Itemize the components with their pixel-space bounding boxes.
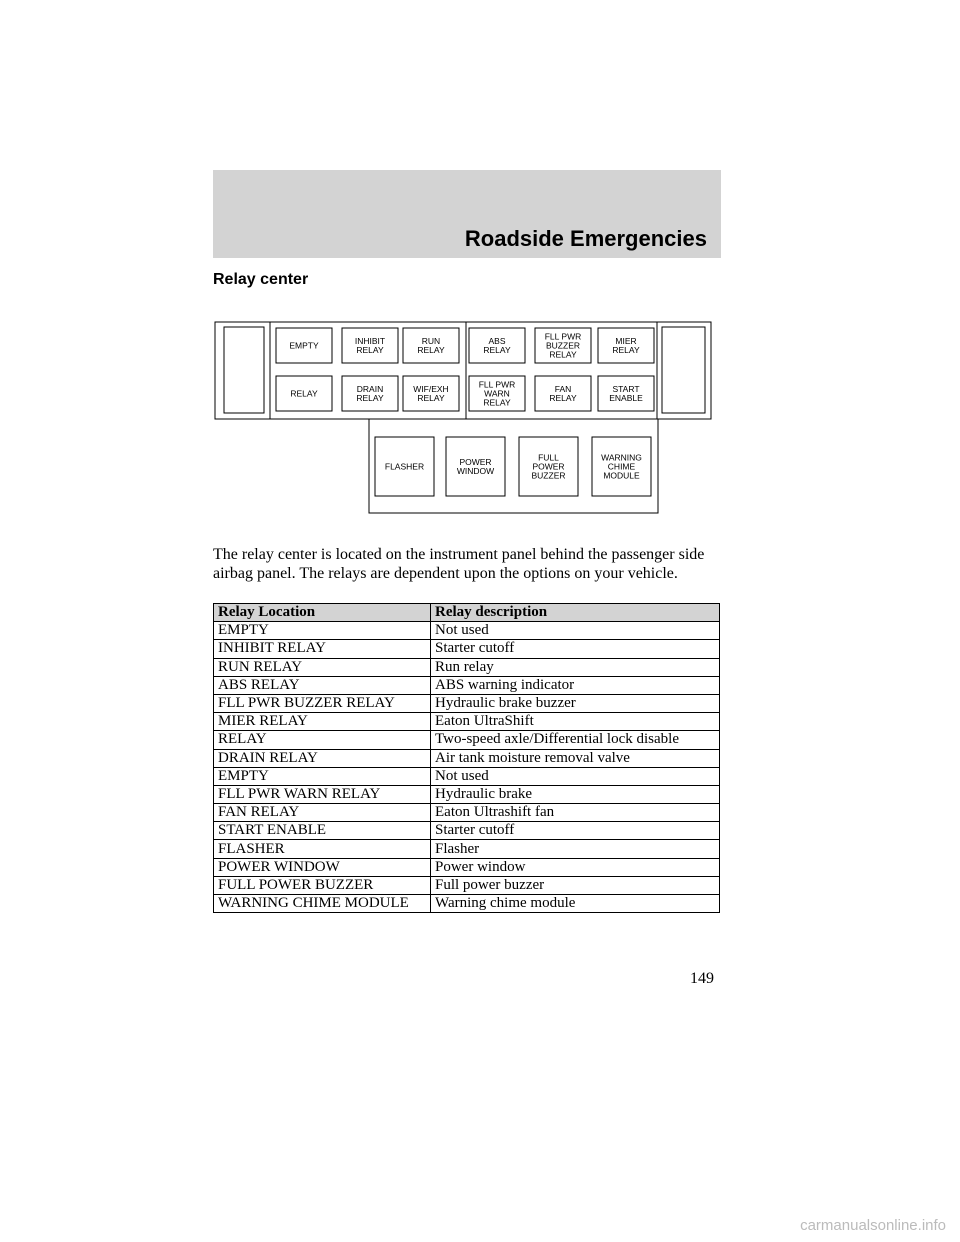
table-row bbox=[214, 713, 720, 731]
relay-center-diagram bbox=[213, 320, 713, 521]
relay-slot-label: START bbox=[612, 384, 640, 394]
relay-description-cell: Not used bbox=[431, 767, 720, 785]
header-band bbox=[213, 170, 721, 258]
relay-slot-label: RELAY bbox=[417, 345, 445, 355]
relay-slot-label: WARNING bbox=[601, 452, 642, 463]
page-header-title: Roadside Emergencies bbox=[464, 226, 707, 251]
intro-paragraph: The relay center is located on the instrument panel behind the passenger side airbag panel. The relays are dependent upon the options on your vehicle. bbox=[213, 546, 705, 582]
relay-slot-label: EMPTY bbox=[289, 340, 319, 351]
relay-description-cell: Air tank moisture removal valve bbox=[431, 749, 720, 767]
relay-slot-label: ENABLE bbox=[609, 393, 643, 403]
relay-slot bbox=[342, 376, 398, 411]
relay-slot-label: FLL PWR bbox=[544, 331, 582, 342]
relay-description-cell: Not used bbox=[431, 622, 720, 640]
relay-location-cell: MIER RELAY bbox=[214, 713, 431, 731]
table-row bbox=[214, 840, 720, 858]
relay-description-cell: Two-speed axle/Differential lock disable bbox=[431, 731, 720, 749]
column-header-location: Relay Location bbox=[214, 604, 431, 622]
relay-slot-label: POWER bbox=[459, 457, 492, 467]
relay-location-cell: EMPTY bbox=[214, 767, 431, 785]
relay-slot bbox=[403, 328, 459, 363]
relay-location-cell: FULL POWER BUZZER bbox=[214, 876, 431, 894]
relay-location-cell: INHIBIT RELAY bbox=[214, 640, 431, 658]
relay-slot-label: WARN bbox=[484, 388, 510, 399]
relay-slot-label: FAN bbox=[554, 384, 572, 394]
relay-slot-label: RELAY bbox=[612, 345, 640, 355]
table-row bbox=[214, 767, 720, 785]
relay-slot bbox=[598, 376, 654, 411]
table-row bbox=[214, 749, 720, 767]
relay-slot bbox=[446, 437, 505, 496]
table-row bbox=[214, 858, 720, 876]
relay-slot bbox=[535, 328, 591, 363]
relay-location-cell: RUN RELAY bbox=[214, 658, 431, 676]
column-header-description: Relay description bbox=[431, 604, 720, 622]
relay-slot bbox=[592, 437, 651, 496]
relay-location-cell: ABS RELAY bbox=[214, 676, 431, 694]
relay-location-cell: EMPTY bbox=[214, 622, 431, 640]
relay-slot bbox=[469, 328, 525, 363]
relay-slot-label: MIER bbox=[615, 336, 637, 346]
watermark: carmanualsonline.info bbox=[800, 1217, 946, 1234]
relay-description-cell: Starter cutoff bbox=[431, 640, 720, 658]
table-row bbox=[214, 785, 720, 803]
relay-slot-label: INHIBIT bbox=[354, 336, 386, 346]
relay-location-cell: RELAY bbox=[214, 731, 431, 749]
relay-description-cell: Flasher bbox=[431, 840, 720, 858]
relay-location-cell: POWER WINDOW bbox=[214, 858, 431, 876]
relay-slot-label: MODULE bbox=[603, 470, 640, 481]
relay-location-cell: DRAIN RELAY bbox=[214, 749, 431, 767]
relay-slot bbox=[403, 376, 459, 411]
relay-slot bbox=[276, 376, 332, 411]
relay-location-cell: FLL PWR WARN RELAY bbox=[214, 785, 431, 803]
relay-description-cell: Hydraulic brake bbox=[431, 785, 720, 803]
table-row bbox=[214, 876, 720, 894]
section-title: Relay center bbox=[213, 271, 309, 288]
relay-slot-label: DRAIN bbox=[356, 384, 384, 394]
relay-location-cell: FLL PWR BUZZER RELAY bbox=[214, 694, 431, 712]
relay-slot-label: RELAY bbox=[356, 345, 384, 355]
relay-slot bbox=[276, 328, 332, 363]
table-row bbox=[214, 658, 720, 676]
relay-description-cell: Run relay bbox=[431, 658, 720, 676]
relay-slot-label: FULL bbox=[538, 452, 559, 463]
relay-description-cell: Power window bbox=[431, 858, 720, 876]
relay-description-cell: Warning chime module bbox=[431, 895, 720, 913]
table-row bbox=[214, 895, 720, 913]
relay-description-cell: Eaton Ultrashift fan bbox=[431, 804, 720, 822]
table-row bbox=[214, 676, 720, 694]
relay-slot-label: FLL PWR bbox=[478, 379, 516, 390]
relay-slot-label: RELAY bbox=[483, 345, 511, 355]
table-header-row bbox=[214, 604, 720, 622]
relay-table bbox=[213, 603, 720, 913]
relay-location-cell: WARNING CHIME MODULE bbox=[214, 895, 431, 913]
left-end-block bbox=[224, 327, 264, 413]
relay-slot-label: ABS bbox=[488, 336, 506, 346]
relay-slot bbox=[519, 437, 578, 496]
relay-slot bbox=[535, 376, 591, 411]
relay-slot bbox=[469, 376, 525, 411]
right-end-block bbox=[662, 327, 705, 413]
relay-slot-label: RELAY bbox=[417, 393, 445, 403]
relay-slot-label: RELAY bbox=[290, 388, 318, 399]
relay-slot-label: BUZZER bbox=[546, 340, 580, 351]
relay-slot-label: RUN bbox=[421, 336, 441, 346]
relay-description-cell: Full power buzzer bbox=[431, 876, 720, 894]
relay-slot-label: WINDOW bbox=[456, 466, 495, 476]
relay-slot bbox=[342, 328, 398, 363]
relay-description-cell: Eaton UltraShift bbox=[431, 713, 720, 731]
table-row bbox=[214, 694, 720, 712]
page-number: 149 bbox=[690, 970, 714, 987]
relay-slot-label: POWER bbox=[532, 461, 565, 472]
relay-slot-label: RELAY bbox=[483, 397, 511, 408]
relay-slot-label: WIF/EXH bbox=[413, 384, 449, 394]
relay-slot-label: CHIME bbox=[607, 461, 636, 472]
relay-location-cell: START ENABLE bbox=[214, 822, 431, 840]
table-row bbox=[214, 804, 720, 822]
relay-slot-label: FLASHER bbox=[384, 461, 425, 472]
relay-slot bbox=[598, 328, 654, 363]
relay-location-cell: FAN RELAY bbox=[214, 804, 431, 822]
relay-description-cell: Starter cutoff bbox=[431, 822, 720, 840]
relay-center-diagram-svg bbox=[213, 320, 713, 516]
relay-slot bbox=[375, 437, 434, 496]
table-row bbox=[214, 731, 720, 749]
table-row bbox=[214, 822, 720, 840]
relay-location-cell: FLASHER bbox=[214, 840, 431, 858]
relay-description-cell: Hydraulic brake buzzer bbox=[431, 694, 720, 712]
relay-slot-label: RELAY bbox=[549, 349, 577, 360]
relay-slot-label: BUZZER bbox=[531, 470, 566, 481]
relay-slot-label: RELAY bbox=[549, 393, 577, 403]
relay-slot-label: RELAY bbox=[356, 393, 384, 403]
relay-table-body bbox=[214, 622, 720, 913]
table-row bbox=[214, 640, 720, 658]
table-row bbox=[214, 622, 720, 640]
relay-description-cell: ABS warning indicator bbox=[431, 676, 720, 694]
